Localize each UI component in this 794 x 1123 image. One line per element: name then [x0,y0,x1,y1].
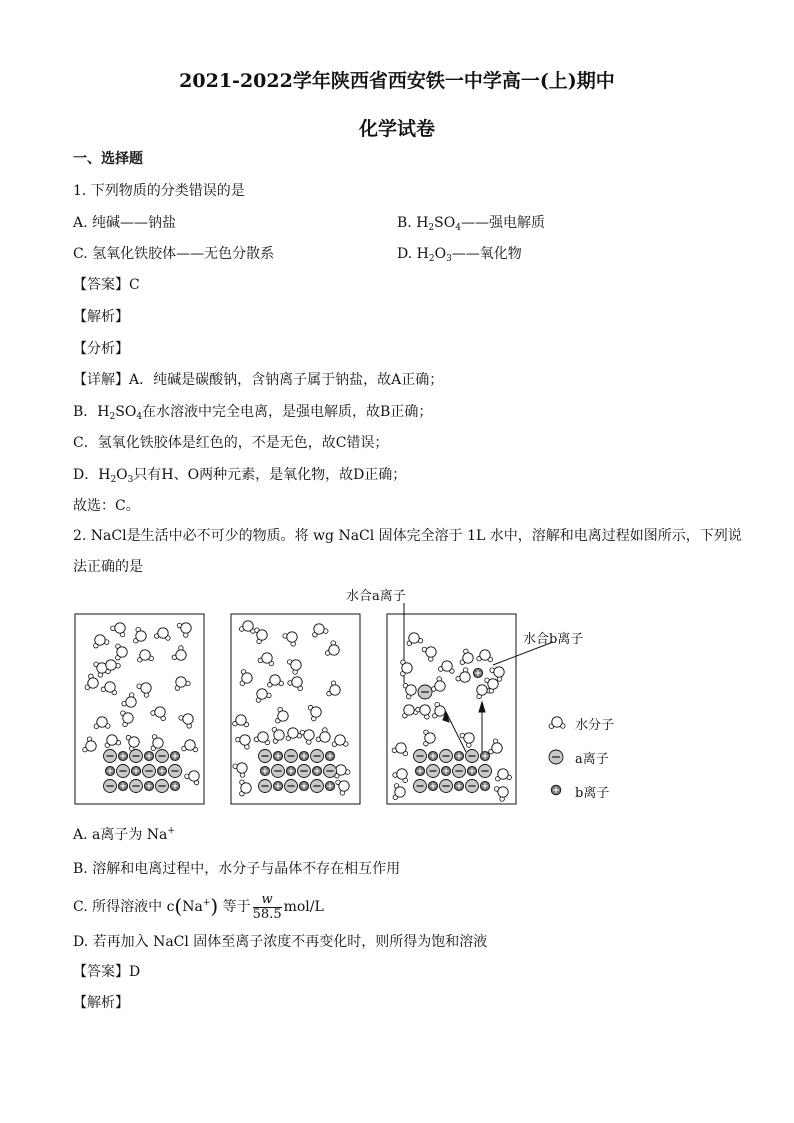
water-molecule [83,737,96,752]
water-molecule [122,693,136,707]
q1-detail-line-c: C．氢氧化铁胶体是红色的，不是无色，故C错误； [73,435,389,451]
water-molecule [403,705,418,718]
water-molecule [433,702,446,718]
page-subtitle: 化学试卷 [358,118,435,140]
water-molecule [240,780,252,796]
water-molecule [288,677,303,691]
water-molecule [336,780,349,795]
water-molecule [456,668,470,682]
q1-answer: 【答案】C [73,277,140,293]
water-molecule [316,728,330,742]
water-molecule [236,735,250,749]
water-molecule [185,771,199,785]
water-molecule [179,714,193,728]
q2-option-c: C. 所得溶液中 c(Na+) 等于 $\frac{w}{58.5}$ mol/L [73,891,324,922]
q2-option-a: A. a离子为 Na+ [73,826,175,843]
water-molecule [431,677,445,692]
water-molecule [154,628,170,641]
water-molecule [111,623,125,637]
water-molecule [489,739,502,754]
water-molecule [286,728,302,741]
water-molecule [327,681,340,696]
arrow-2-head [479,702,485,712]
water-molecule [276,707,289,723]
water-molecule [272,727,284,743]
water-molecule [477,650,493,662]
water-molecule [325,641,339,656]
q1-option-c: C. 氢氧化铁胶体——无色分散系 [73,246,275,262]
q2-option-d: D. 若再加入 NaCl 固体至离子浓度不再变化时，则所得为饱和溶液 [73,934,488,950]
water-molecule [137,683,151,697]
water-molecule [94,717,110,729]
water-molecule [254,732,270,745]
water-molecule [106,660,120,674]
q1-stem: 1. 下列物质的分类错误的是 [73,183,245,199]
water-molecule [407,633,423,646]
q2-answer: 【答案】D [73,964,141,980]
page-title: 2021-2022学年陕西省西安铁一中学高一(上)期中 [179,70,615,92]
water-molecule [105,735,121,748]
water-molecule [287,660,301,675]
water-molecule [403,683,416,699]
legend-a-ion: a离子 [575,752,609,767]
water-molecule [239,621,255,634]
water-molecule [94,635,109,648]
water-molecule [94,662,107,677]
water-molecule [308,705,321,721]
q1-detail-line-d: D．$H_2O_3$只有H、O两种元素，是氧化物，故D正确； [73,467,407,485]
water-molecule [258,653,274,666]
water-molecule [151,707,166,721]
water-molecule [422,647,436,661]
water-molecule [393,784,405,800]
water-molecule [116,644,128,660]
water-molecule [138,650,154,662]
water-molecule [172,646,186,660]
water-molecule [392,743,408,756]
water-molecule [121,711,134,727]
q1-option-b: B. $H_2SO_4——$强电解质 [397,215,545,233]
water-molecule [151,735,163,751]
water-molecule [268,675,284,687]
water-molecule [233,763,247,777]
water-molecule [182,740,198,752]
q1-option-d: D. $H_2O_3——$氧化物 [397,246,522,264]
water-molecule [256,689,271,703]
water-molecule [313,624,328,637]
q2-analysis-tag: 【解析】 [73,995,129,1011]
q1-detail-line-a: 【详解】A．纯碱是碳酸钠，含钠离子属于钠盐，故A正确； [73,372,444,388]
water-molecule [233,715,249,727]
label-hydrated-a: 水合a离子 [346,589,406,604]
water-molecule [549,717,565,729]
water-molecule [496,769,512,781]
q2-stem-line2: 法正确的是 [73,559,143,575]
q2-stem-line1: 2. NaCl是生活中必不可少的物质。将 wg NaCl 固体完全溶于 1L 水中，溶解和电离过程如图所示，下列说 [73,528,742,544]
water-molecule [175,677,190,691]
legend-water: 水分子 [575,718,615,733]
water-molecule [300,730,314,744]
water-molecule [401,660,413,676]
q1-fenxi-tag: 【分析】 [73,341,129,357]
legend-b-ion: b离子 [575,786,610,801]
water-molecule [134,627,147,643]
water-molecule [424,730,436,746]
water-molecule [240,670,252,686]
section-heading: 一、选择题 [73,151,143,167]
q1-conclusion: 故选：C。 [73,498,140,514]
water-molecule [438,661,454,674]
q1-detail-line-b: B．$H_2SO_4$在水溶液中完全电离，是强电解质，故B正确； [73,404,433,422]
q1-option-a: A. 纯碱——钠盐 [73,215,177,231]
q2-option-b: B. 溶解和电离过程中，水分子与晶体不存在相互作用 [73,861,401,877]
water-molecule [393,769,408,783]
water-molecule [255,628,268,644]
water-molecule [283,632,297,646]
arrow-1 [446,712,466,752]
water-molecule [85,674,98,689]
water-molecule [126,735,139,751]
water-molecule [332,735,348,747]
water-molecule [460,649,473,664]
water-molecule [416,705,430,719]
water-molecule [101,682,117,695]
q1-analysis-tag: 【解析】 [73,309,129,325]
water-molecule [494,787,508,802]
water-molecule [177,623,191,637]
label-hydrated-b: 水合b离子 [523,632,584,647]
